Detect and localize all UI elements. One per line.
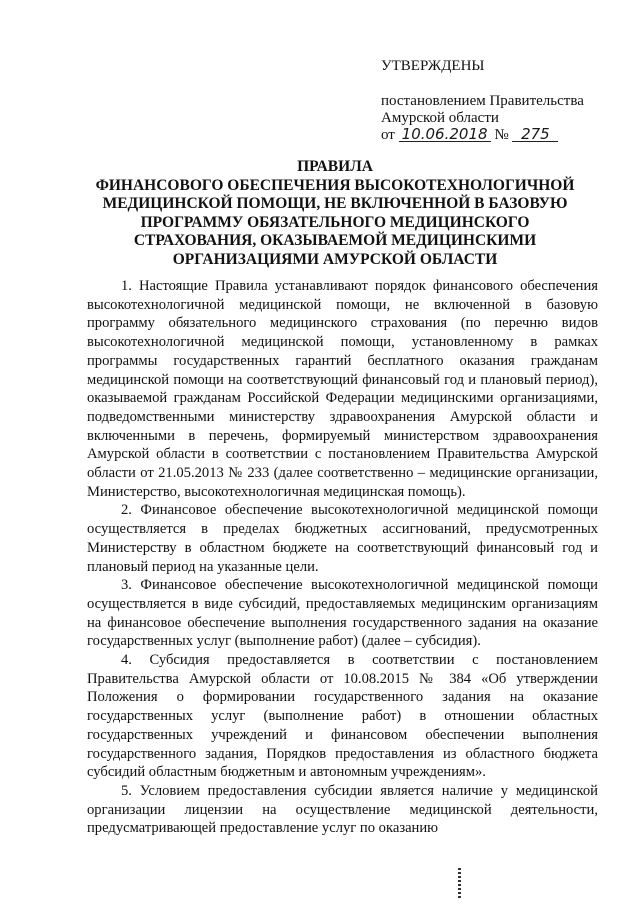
paragraph-4: 4. Субсидия предоставляется в соответствии с постановлением Правительства Амурской области от 10.08.2015 № 384 «Об утверждении Положения о формировании государственного задания на оказание государственных услуг (выполнение работ) в отношении областных государственных учреждений и финансовом обеспечении выполнения государственного задания, Порядков предоставления из областного бюджета субсидий областным бюджетным и автономным учреждениям». (87, 652, 598, 781)
document-title (80, 158, 590, 269)
paragraph-2: 2. Финансовое обеспечение высокотехнологичной медицинской помощи осуществляется в пределах бюджетных ассигнований, предусмотренных Министерству в областном бюджете на соответствующий финансовый год и плановый период на указанные цели. (87, 502, 598, 575)
approval-prefix-ot: от (381, 127, 395, 143)
paragraph-1: 1. Настоящие Правила устанавливают порядок финансового обеспечения высокотехнологичной медицинской помощи, не включенной в базовую программу обязательного медицинского страхования (по перечню видов высокотехнологичной медицинской помощи, установленному в рамках программы государственных гарантий бесплатного оказания гражданам медицинской помощи на соответствующий финансовый год и плановый период), оказываемой гражданам Российской Федерации медицинскими организациями, подведомственными министерству здравоохранения Амурской области и включенными в перечень, формируемый министерством здравоохранения Амурской области в соответствии с постановлением Правительства Амурской области от 21.05.2013 № 233 (далее соответственно – медицинские организации, Министерство, высокотехнологичная медицинская помощь). (87, 278, 598, 500)
approval-number: 275 (512, 127, 558, 142)
document-body (87, 277, 598, 838)
approval-line-1: постановлением Правительства (381, 93, 584, 109)
approval-date: 10.06.2018 (399, 127, 491, 142)
paragraph-3: 3. Финансовое обеспечение высокотехнологичной медицинской помощи осуществляется в виде субсидий, предоставляемых медицинским организациям на финансовое обеспечение выполнения государственного задания на оказание государственных услуг (выполнение работ) (далее – субсидия). (87, 577, 598, 650)
binding-mark (458, 868, 461, 898)
approval-date-line (381, 127, 621, 144)
approval-heading: УТВЕРЖДЕНЫ (381, 58, 485, 74)
approval-number-sign: № (494, 127, 509, 143)
approval-line-2: Амурской области (381, 110, 499, 126)
title-text: ФИНАНСОВОГО ОБЕСПЕЧЕНИЯ ВЫСОКОТЕХНОЛОГИЧНОЙ МЕДИЦИНСКОЙ ПОМОЩИ, НЕ ВКЛЮЧЕННОЙ В БАЗОВУЮ ПРОГРАММУ ОБЯЗАТЕЛЬНОГО МЕДИЦИНСКОГО СТРАХОВАНИЯ, ОКАЗЫВАЕМОЙ МЕДИЦИНСКИМИ ОРГАНИЗАЦИЯМИ АМУРСКОЙ ОБЛАСТИ (95, 176, 575, 268)
approval-block (381, 58, 621, 144)
title-word: ПРАВИЛА (297, 158, 373, 175)
paragraph-5: 5. Условием предоставления субсидии является наличие у медицинской организации лицензии на осуществление медицинской деятельности, предусматривающей предоставление услуг по оказанию (87, 782, 598, 837)
